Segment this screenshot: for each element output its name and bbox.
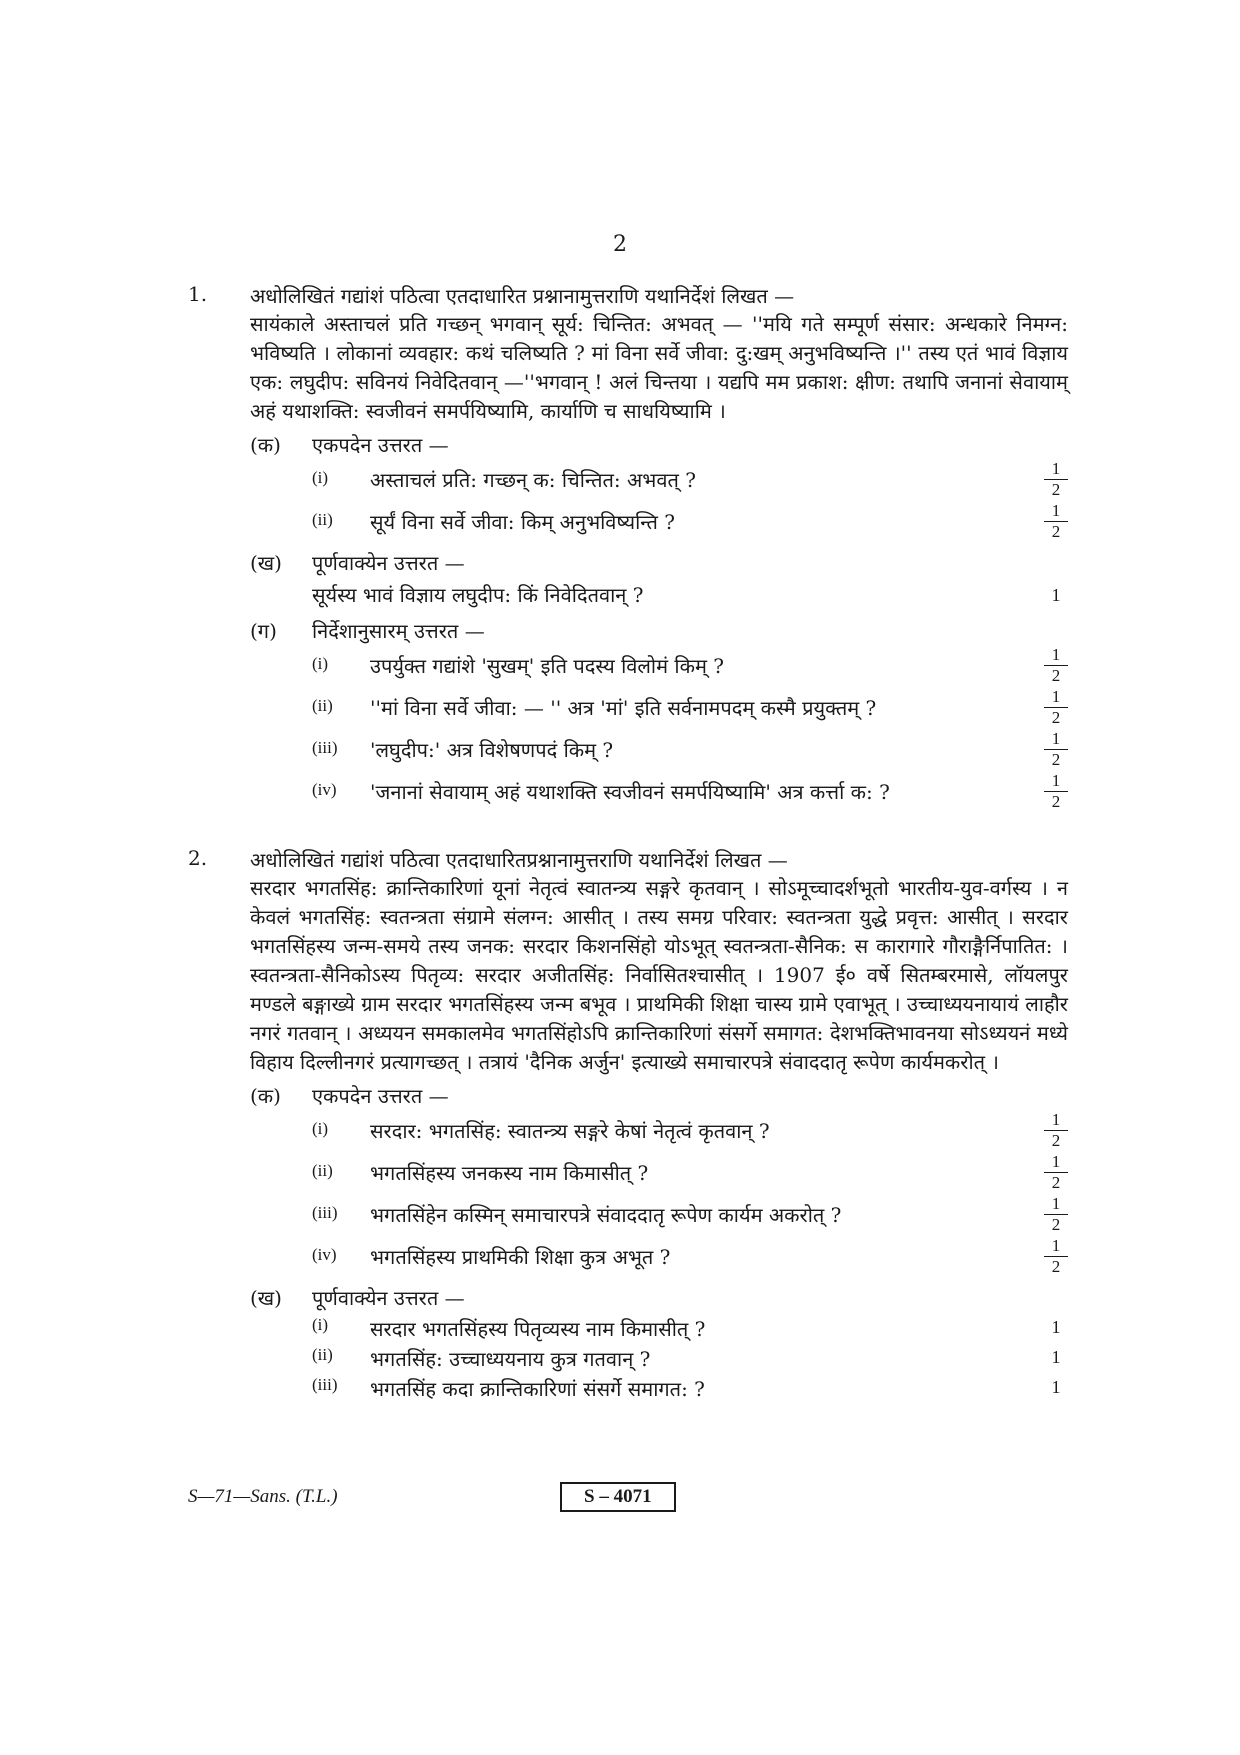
question-instruction: अधोलिखितं गद्यांशं पठित्वा एतदाधारित प्रश्नानामुत्तराणि यथानिर्देशं लिखत — bbox=[250, 284, 795, 308]
subpart-kha bbox=[250, 1283, 1068, 1403]
question-item bbox=[250, 688, 1068, 730]
mark-value: 1 bbox=[1051, 1317, 1061, 1337]
item-text: भगतसिंह: उच्चाध्ययनाय कुत्र गतवान् ? bbox=[370, 1347, 651, 1371]
item-number: (i) bbox=[312, 1315, 329, 1334]
mark-fraction: $\frac{1}{2}$ bbox=[1044, 646, 1068, 685]
question-item bbox=[250, 1195, 1068, 1237]
mark-fraction: $\frac{1}{2}$ bbox=[1044, 772, 1068, 811]
mark-fraction: $\frac{1}{2}$ bbox=[1044, 1153, 1068, 1192]
mark-fraction: $\frac{1}{2}$ bbox=[1044, 730, 1068, 769]
item-text: अस्ताचलं प्रति: गच्छन् क: चिन्तित: अभवत् ? bbox=[370, 468, 696, 492]
mark-fraction: $\frac{1}{2}$ bbox=[1044, 460, 1068, 499]
item-number: (ii) bbox=[312, 510, 333, 529]
item-number: (ii) bbox=[312, 1161, 333, 1180]
item-text: ''मां विना सर्वे जीवा: — '' अत्र 'मां' इति सर्वनामपदम् कस्मै प्रयुक्तम् ? bbox=[370, 696, 877, 720]
question-item bbox=[250, 1313, 1068, 1343]
question-item bbox=[250, 578, 1068, 612]
subpart-title: एकपदेन उत्तरत — bbox=[312, 433, 449, 457]
mark-fraction: $\frac{1}{2}$ bbox=[1044, 1111, 1068, 1150]
item-text: भगतसिंहस्य प्राथमिकी शिक्षा कुत्र अभूत ? bbox=[370, 1245, 671, 1269]
mark-value: 1 bbox=[1051, 585, 1061, 605]
paper-code-label: S—71—Sans. (T.L.) bbox=[188, 1486, 338, 1507]
question-item bbox=[250, 1111, 1068, 1153]
subpart-title: पूर्णवाक्येन उत्तरत — bbox=[312, 551, 465, 575]
item-text: 'जनानां सेवायाम् अहं यथाशक्ति स्वजीवनं समर्पयिष्यामि' अत्र कर्त्ता क: ? bbox=[370, 780, 890, 804]
item-number: (iii) bbox=[312, 738, 338, 757]
subpart-label: (ग) bbox=[250, 619, 277, 643]
subpart-ka bbox=[250, 430, 1068, 544]
mark-value: 1 bbox=[1051, 1347, 1061, 1367]
question-item bbox=[250, 730, 1068, 772]
item-text: 'लघुदीप:' अत्र विशेषणपदं किम् ? bbox=[370, 738, 614, 762]
subpart-label: (ख) bbox=[250, 1286, 282, 1310]
item-text: भगतसिंहस्य जनकस्य नाम किमासीत् ? bbox=[370, 1161, 649, 1185]
subpart-ka bbox=[250, 1081, 1068, 1279]
mark-value: 1 bbox=[1051, 1377, 1061, 1397]
item-number: (ii) bbox=[312, 1345, 333, 1364]
page-number: 2 bbox=[613, 232, 627, 257]
item-number: (ii) bbox=[312, 696, 333, 715]
question-item bbox=[250, 646, 1068, 688]
question-item bbox=[250, 772, 1068, 814]
item-text: उपर्युक्त गद्यांशे 'सुखम्' इति पदस्य विलोमं किम् ? bbox=[370, 654, 725, 678]
mark-fraction: $\frac{1}{2}$ bbox=[1044, 1237, 1068, 1276]
item-number: (iv) bbox=[312, 1245, 337, 1264]
subpart-title: पूर्णवाक्येन उत्तरत — bbox=[312, 1286, 465, 1310]
mark-fraction: $\frac{1}{2}$ bbox=[1044, 502, 1068, 541]
item-number: (i) bbox=[312, 654, 329, 673]
item-text: सूर्यस्य भावं विज्ञाय लघुदीप: किं निवेदितवान् ? bbox=[312, 583, 644, 607]
question-item bbox=[250, 1373, 1068, 1403]
question-item bbox=[250, 460, 1068, 502]
subpart-label: (क) bbox=[250, 433, 281, 457]
passage: सरदार भगतसिंह: क्रान्तिकारिणां यूनां नेतृत्वं स्वातन्त्र्य सङ्गरे कृतवान् । सोऽमूच्चादर्शभूतो भारतीय-युव-वर्गस्य । न केवलं भगतसिंह: स्वतन्त्रता संग्रामे संलग्न: आसीत् । तस्य समग्र परिवार: स्वतन्त्रता युद्धे प्रवृत्त: आसीत् । सरदार भगतसिंहस्य जन्म-समये तस्य जनक: सरदार किशनसिंहो योऽभूत् स्वतन्त्रता-सैनिक: स कारागारे गौराङ्गैर्निपातित: । स्वतन्त्रता-सैनिकोऽस्य पितृव्य: सरदार अजीतसिंह: निर्वासितश्चासीत् । 1907 ई० वर्षे सितम्बरमासे, लॉयलपुर मण्डले बङ्गाख्ये ग्राम सरदार भगतसिंहस्य जन्म बभूव । प्राथमिकी शिक्षा चास्य ग्रामे एवाभूत् । उच्चाध्ययनायायं लाहौर नगरं गतवान् । अध्ययन समकालमेव भगतसिंहोऽपि क्रान्तिकारिणां संसर्गे समागत: देशभक्तिभावनया सोऽध्ययनं मध्ये विहाय दिल्लीनगरं प्रत्यागच्छत् । तत्रायं 'दैनिक अर्जुन' इत्याख्ये समाचारपत्रे संवाददातृ रूपेण कार्यमकरोत् । bbox=[250, 876, 1068, 1074]
subpart-label: (ख) bbox=[250, 551, 282, 575]
question-number: 2. bbox=[188, 846, 208, 870]
item-text: भगतसिंह कदा क्रान्तिकारिणां संसर्गे समागत: ? bbox=[370, 1377, 705, 1401]
paper-code-box: S – 4071 bbox=[560, 1482, 676, 1512]
passage: सायंकाले अस्ताचलं प्रति गच्छन् भगवान् सूर्य: चिन्तित: अभवत् — ''मयि गते सम्पूर्ण संसार: अन्धकारे निमग्न: भविष्यति । लोकानां व्यवहार: कथं चलिष्यति ? मां विना सर्वे जीवा: दु:खम् अनुभविष्यन्ति ।'' तस्य एतं भावं विज्ञाय एक: लघुदीप: सविनयं निवेदितवान् —''भगवान् ! अलं चिन्तया । यद्यपि मम प्रकाश: क्षीण: तथापि जनानां सेवायाम् अहं यथाशक्ति: स्वजीवनं समर्पयिष्यामि, कार्याणि च साधयिष्यामि । bbox=[250, 312, 1068, 423]
item-number: (i) bbox=[312, 1119, 329, 1138]
item-text: भगतसिंहेन कस्मिन् समाचारपत्रे संवाददातृ रूपेण कार्यम अकरोत् ? bbox=[370, 1203, 842, 1227]
question-instruction: अधोलिखितं गद्यांशं पठित्वा एतदाधारितप्रश्नानामुत्तराणि यथानिर्देशं लिखत — bbox=[250, 848, 788, 872]
item-number: (iii) bbox=[312, 1203, 338, 1222]
subpart-title: एकपदेन उत्तरत — bbox=[312, 1084, 449, 1108]
item-number: (i) bbox=[312, 468, 329, 487]
question-item bbox=[250, 1343, 1068, 1373]
question-item bbox=[250, 1153, 1068, 1195]
subpart-title: निर्देशानुसारम् उत्तरत — bbox=[312, 619, 485, 643]
mark-fraction: $\frac{1}{2}$ bbox=[1044, 1195, 1068, 1234]
subpart-kha bbox=[250, 548, 1068, 612]
subpart-label: (क) bbox=[250, 1084, 281, 1108]
question-item bbox=[250, 502, 1068, 544]
item-text: सूर्यं विना सर्वे जीवा: किम् अनुभविष्यन्ति ? bbox=[370, 510, 675, 534]
item-number: (iii) bbox=[312, 1375, 338, 1394]
mark-fraction: $\frac{1}{2}$ bbox=[1044, 688, 1068, 727]
item-number: (iv) bbox=[312, 780, 337, 799]
question-number: 1. bbox=[188, 282, 208, 306]
question-item bbox=[250, 1237, 1068, 1279]
item-text: सरदार भगतसिंहस्य पितृव्यस्य नाम किमासीत् ? bbox=[370, 1317, 706, 1341]
item-text: सरदार: भगतसिंह: स्वातन्त्र्य सङ्गरे केषां नेतृत्वं कृतवान् ? bbox=[370, 1119, 770, 1143]
subpart-ga bbox=[250, 616, 1068, 814]
